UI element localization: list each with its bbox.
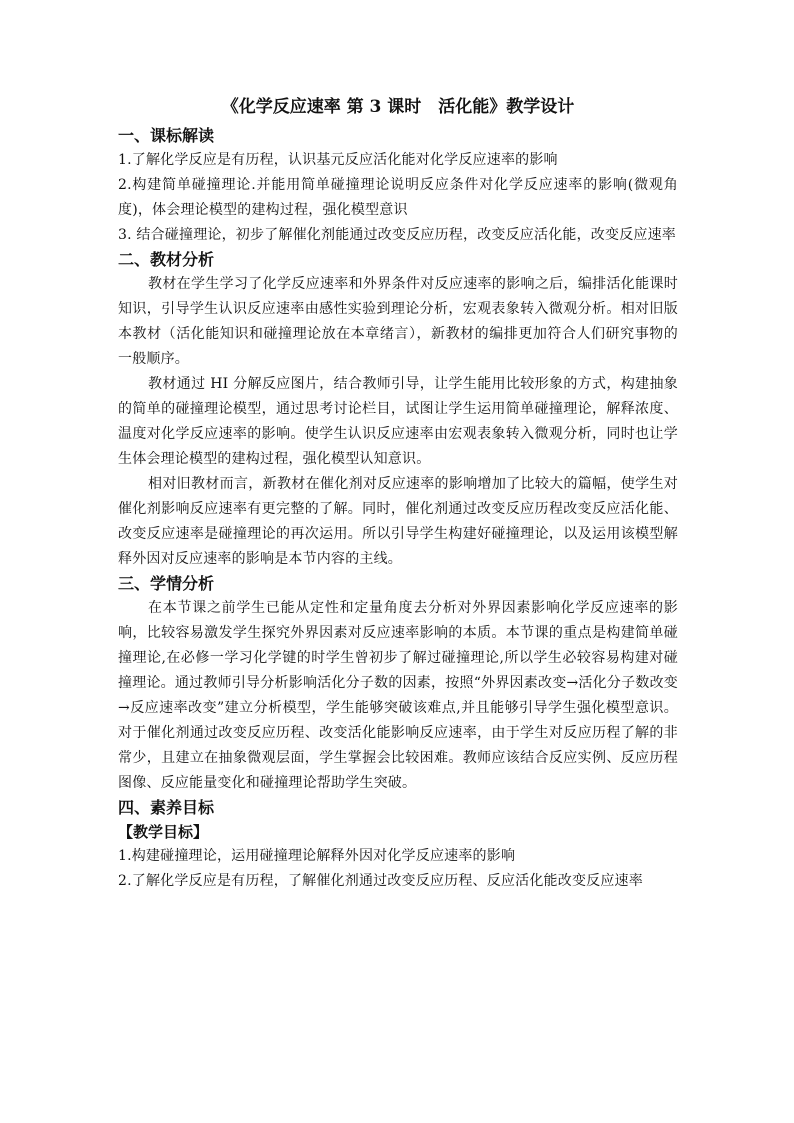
paragraph: 相对旧教材而言，新教材在催化剂对反应速率的影响增加了比较大的篇幅，使学生对催化剂影响反应速率有更完整的了解。同时，催化剂通过改变反应历程改变反应活化能、改变反应速率是碰撞理论的再次运用。所以引导学生构建好碰撞理论，以及运用该模型解释外因对反应速率的影响是本节内容的主线。 — [118, 476, 678, 567]
section-heading-textbook: 二、教材分析 — [118, 250, 215, 269]
paragraph: 2.了解化学反应是有历程，了解催化剂通过改变反应历程、反应活化能改变反应速率 — [118, 873, 643, 889]
paragraph: 1.构建碰撞理论，运用碰撞理论解释外因对化学反应速率的影响 — [118, 848, 516, 864]
paragraph: 2.构建简单碰撞理论.并能用简单碰撞理论说明反应条件对化学反应速率的影响(微观角度)，体会理论模型的建构过程，强化模型意识 — [118, 177, 678, 218]
section-heading-goals: 四、素养目标 — [118, 798, 215, 817]
subheading-teaching-goals: 【教学目标】 — [118, 823, 209, 841]
section-heading-students: 三、学情分析 — [118, 574, 215, 593]
document-page — [118, 96, 678, 894]
paragraph: 在本节课之前学生已能从定性和定量角度去分析对外界因素影响化学反应速率的影响，比较容易激发学生探究外界因素对反应速率影响的本质。本节课的重点是构建简单碰撞理论,在必修一学习化学键的时学生曾初步了解过碰撞理论,所以学生必较容易构建对碰撞理论。通过教师引导分析影响活化分子数的因素，按照“外界因素改变→活化分子数改变→反应速率改变”建立分析模型，学生能够突破该难点,并且能够引导学生强化模型意识。对于催化剂通过改变反应历程、改变活化能影响反应速率，由于学生对反应历程了解的非常少，且建立在抽象微观层面，学生掌握会比较困难。教师应该结合反应实例、反应历程图像、反应能量变化和碰撞理论帮助学生突破。 — [118, 600, 678, 791]
paragraph: 教材通过 HI 分解反应图片，结合教师引导，让学生能用比较形象的方式，构建抽象的简单的碰撞理论模型，通过思考讨论栏目，试图让学生运用简单碰撞理论，解释浓度、温度对化学反应速率的影响。使学生认识反应速率由宏观表象转入微观分析，同时也让学生体会理论模型的建构过程，强化模型认知意识。 — [118, 376, 678, 467]
paragraph: 3. 结合碰撞理论，初步了解催化剂能通过改变反应历程，改变反应活化能，改变反应速率 — [118, 227, 677, 243]
section-heading-curriculum: 一、课标解读 — [118, 126, 215, 145]
paragraph: 1.了解化学反应是有历程，认识基元反应活化能对化学反应速率的影响 — [118, 152, 558, 168]
paragraph: 教材在学生学习了化学反应速率和外界条件对反应速率的影响之后，编排活化能课时知识，引导学生认识反应速率由感性实验到理论分析，宏观表象转入微观分析。相对旧版本教材（活化能知识和碰撞理论放在本章绪言），新教材的编排更加符合人们研究事物的一般顺序。 — [118, 276, 678, 367]
document-title: 《化学反应速率 第 3 课时 活化能》教学设计 — [221, 97, 575, 117]
